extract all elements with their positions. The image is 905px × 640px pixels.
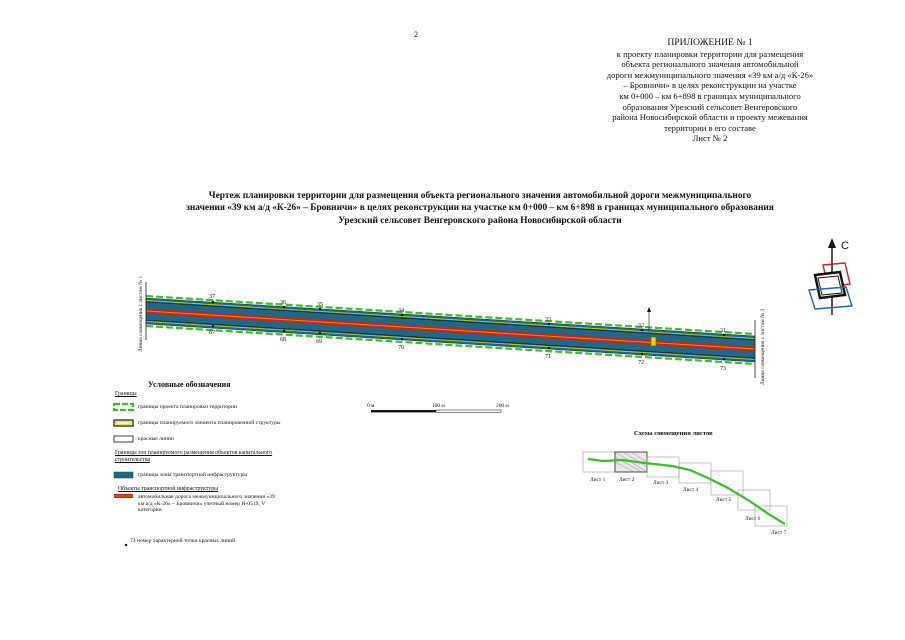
appendix-sheet: Лист № 2 — [692, 133, 728, 144]
legend-item-label: границы зоны транспортной инфраструктуры — [138, 472, 248, 478]
sheet-schema — [583, 452, 787, 536]
schema-title: Схема совмещения листов — [634, 430, 713, 437]
schema-sheet-label: Лист 7 — [771, 530, 787, 536]
appendix-line: образования Урезский сельсовет Венгеровского — [622, 101, 798, 112]
appendix-heading: ПРИЛОЖЕНИЕ № 1 — [667, 37, 753, 48]
schema-sheet — [583, 452, 615, 472]
legend-point-number: 73 — [130, 538, 136, 544]
legend-group-header: Границы — [115, 391, 137, 397]
legend-symbols — [114, 404, 133, 546]
schema-sheet-label: Лист 4 — [683, 487, 699, 493]
left-match-label: Линия совмещения с листом № 1 — [138, 275, 144, 352]
legend-item-label: границы планируемого элемента планировочной структуры — [138, 420, 281, 426]
scale-label: 0 м — [367, 403, 375, 409]
scale-label: 200 м — [496, 403, 509, 409]
point-marker — [723, 334, 725, 336]
legend-point-item — [130, 538, 235, 545]
point-marker — [548, 323, 550, 325]
road-structure-marker — [651, 337, 656, 346]
point-marker — [401, 338, 403, 340]
point-marker — [212, 301, 214, 303]
legend-item-label: границы проекта планировки территории — [138, 404, 237, 410]
schema-sheet-label: Лист 6 — [745, 516, 761, 522]
north-label: С — [841, 240, 849, 252]
schema-sheet-label: Лист 2 — [619, 477, 635, 483]
legend-title: Условные обозначения — [148, 380, 231, 389]
title-line: Чертеж планировки территории для размещения объекта регионального значения автомобильной дороги межмуниципального — [208, 191, 752, 201]
point-label: 35 — [317, 302, 323, 308]
legend-symbol-transport-zone — [114, 472, 133, 478]
point-marker — [319, 332, 321, 334]
point-label: 67 — [209, 330, 215, 336]
schema-sheet-label: Лист 5 — [716, 497, 732, 503]
scale-label: 100 м — [432, 403, 445, 409]
point-label: 37 — [209, 294, 215, 300]
point-label: 31 — [720, 328, 726, 334]
appendix-line: дороги межмуниципального значения «39 км а/д «К-26» — [606, 69, 814, 80]
legend-symbol-red-lines — [114, 436, 133, 442]
legend-symbol-element-boundary — [114, 420, 133, 426]
north-arrow-icon — [809, 238, 852, 315]
legend-item-label: автомобильная дорога межмуниципального значения «39 км а/д «К-26» – Бровничи» учетный номер Н-0519, V категории — [138, 494, 275, 514]
road-corridor — [146, 282, 755, 378]
point-marker — [641, 329, 643, 331]
point-marker — [723, 358, 725, 360]
scale-bar — [367, 403, 509, 412]
point-label: 72 — [638, 360, 644, 366]
point-label: 68 — [280, 337, 286, 343]
point-marker — [212, 325, 214, 327]
legend-symbol-point — [125, 544, 127, 546]
point-label: 71 — [545, 354, 551, 360]
point-marker — [283, 330, 285, 332]
right-match-label: Линия совмещения с листом № 3 — [760, 308, 766, 385]
point-label: 69 — [316, 339, 322, 345]
legend-point-label: номер характерной точки красных линий — [137, 538, 236, 544]
appendix-line: объекта регионального значения автомобильной — [621, 59, 799, 70]
legend-group-header: Объекты транспортной инфраструктуры — [118, 486, 219, 492]
point-marker — [283, 306, 285, 308]
title-line: Урезский сельсовет Венгеровского района Новосибирской области — [338, 215, 622, 226]
point-label: 33 — [545, 317, 551, 323]
appendix-line: территории в его составе — [664, 122, 756, 133]
appendix-line: к проекту планировки территории для размещения — [616, 48, 804, 59]
schema-sheet-label: Лист 3 — [653, 480, 669, 486]
point-label: 73 — [720, 366, 726, 372]
point-label: 36 — [280, 300, 286, 306]
appendix-line: – Бровничи» в целях реконструкции на участке — [623, 80, 797, 91]
scale-segment-2 — [436, 410, 501, 412]
scale-segment-1 — [371, 410, 436, 412]
point-marker — [319, 308, 321, 310]
legend-group-header: Границы зон планируемого размещения объектов капитального строительства — [115, 450, 273, 464]
appendix-line: км 0+000 – км 6+898 в границах муниципального — [619, 90, 801, 101]
page-number: 2 — [414, 30, 418, 39]
legend-item-label: красные линии — [138, 436, 174, 442]
point-marker — [548, 347, 550, 349]
appendix-line: района Новосибирской области и проекту межевания — [612, 112, 808, 123]
schema-sheet-label: Лист 1 — [590, 477, 606, 483]
point-marker — [641, 353, 643, 355]
legend-symbol-project-boundary — [114, 404, 133, 410]
point-marker — [401, 314, 403, 316]
title-line: значения «39 км а/д «К-26» – Бровничи» в целях реконструкции на участке км 0+000 – км 6+898 в границах муниципального образования — [186, 203, 774, 214]
point-label: 70 — [398, 345, 404, 351]
road-axis-core — [146, 311, 755, 349]
point-label: 34 — [398, 308, 404, 314]
point-label: 32 — [638, 323, 644, 329]
